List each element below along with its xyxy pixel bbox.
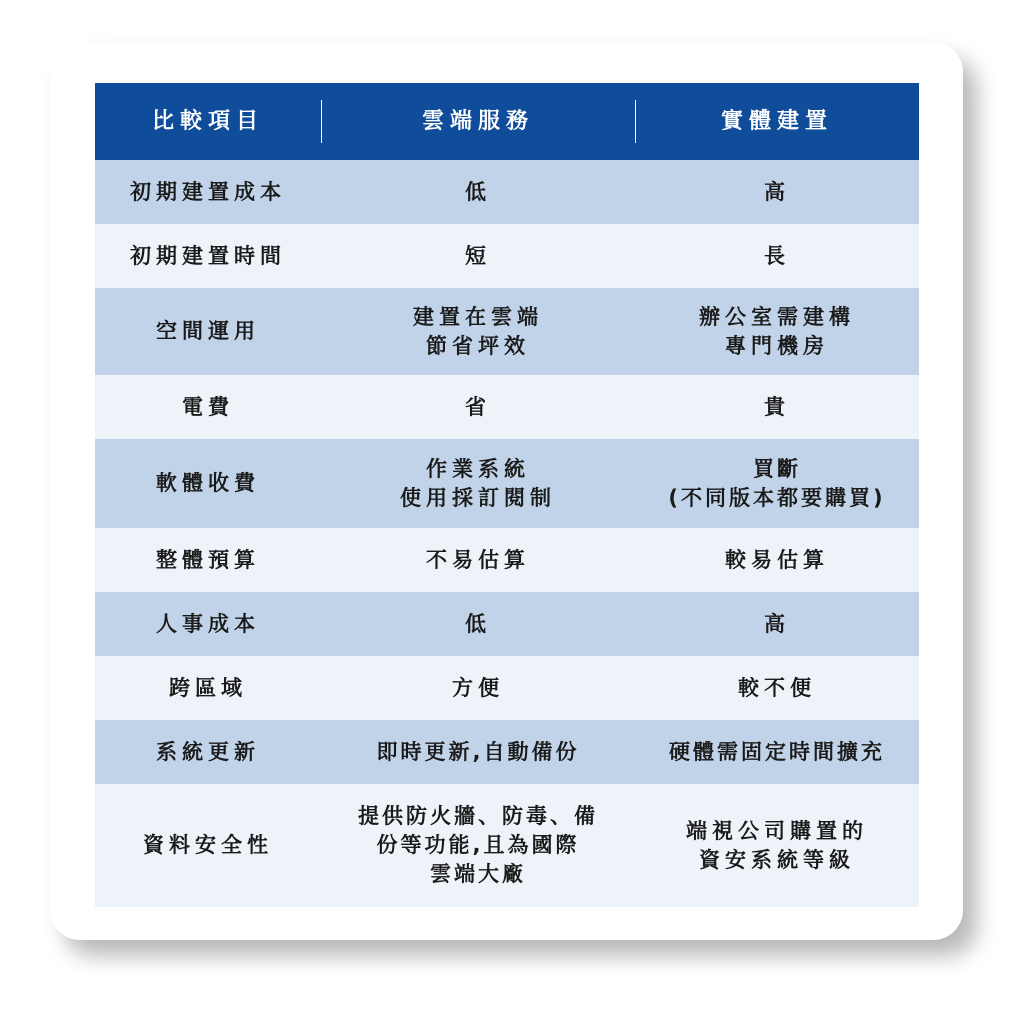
table-row [95,224,919,288]
row-label: 整體預算 [156,547,260,572]
table-row [95,160,919,224]
comparison-table [95,83,919,907]
onpremise-cell: 高 [764,611,790,636]
header-cell-cloud [321,83,635,160]
onpremise-cell: 辦公室需建構 專門機房 [699,304,855,358]
cloud-cell: 建置在雲端 節省坪效 [413,304,543,358]
table-row [95,288,919,375]
onpremise-cell: 硬體需固定時間擴充 [669,739,885,764]
table-row [95,439,919,528]
cloud-cell: 作業系統 使用採訂閱制 [400,456,556,510]
row-label: 系統更新 [156,739,260,764]
cloud-cell: 提供防火牆、防毒、備 份等功能,且為國際 雲端大廠 [358,804,598,886]
table-row [95,784,919,907]
header-cell-item: 比較項目 [151,109,264,134]
cloud-cell: 不易估算 [426,547,530,572]
row-label: 初期建置時間 [130,243,286,268]
cloud-cell: 低 [465,611,491,636]
cloud-cell: 短 [465,243,491,268]
cloud-cell: 省 [465,394,491,419]
onpremise-cell: 貴 [764,394,790,419]
onpremise-cell: 長 [764,243,790,268]
cloud-cell: 低 [465,179,491,204]
onpremise-cell: 買斷 (不同版本都要購買) [668,456,886,510]
row-label: 初期建置成本 [130,179,286,204]
table-row [95,720,919,784]
header-cell-onpremise [635,83,919,160]
cloud-cell: 即時更新,自動備份 [376,739,580,764]
table-row [95,592,919,656]
table-row [95,528,919,592]
header-divider [321,100,322,143]
row-label: 電費 [182,394,234,419]
table-header-row [95,83,919,160]
onpremise-cell: 高 [764,179,790,204]
onpremise-cell: 較不便 [738,675,816,700]
header-cell-cloud-label: 雲端服務 [421,109,534,134]
row-label: 跨區域 [169,675,247,700]
row-label: 空間運用 [156,319,260,343]
table-row [95,375,919,439]
row-label: 軟體收費 [156,471,260,495]
row-label: 資料安全性 [143,833,273,857]
header-divider [635,100,636,143]
onpremise-cell: 端視公司購置的 資安系統等級 [686,818,868,872]
onpremise-cell: 較易估算 [725,547,829,572]
table-row [95,656,919,720]
cloud-cell: 方便 [452,675,504,700]
row-label: 人事成本 [156,611,260,636]
header-cell-onpremise-label: 實體建置 [720,109,833,134]
